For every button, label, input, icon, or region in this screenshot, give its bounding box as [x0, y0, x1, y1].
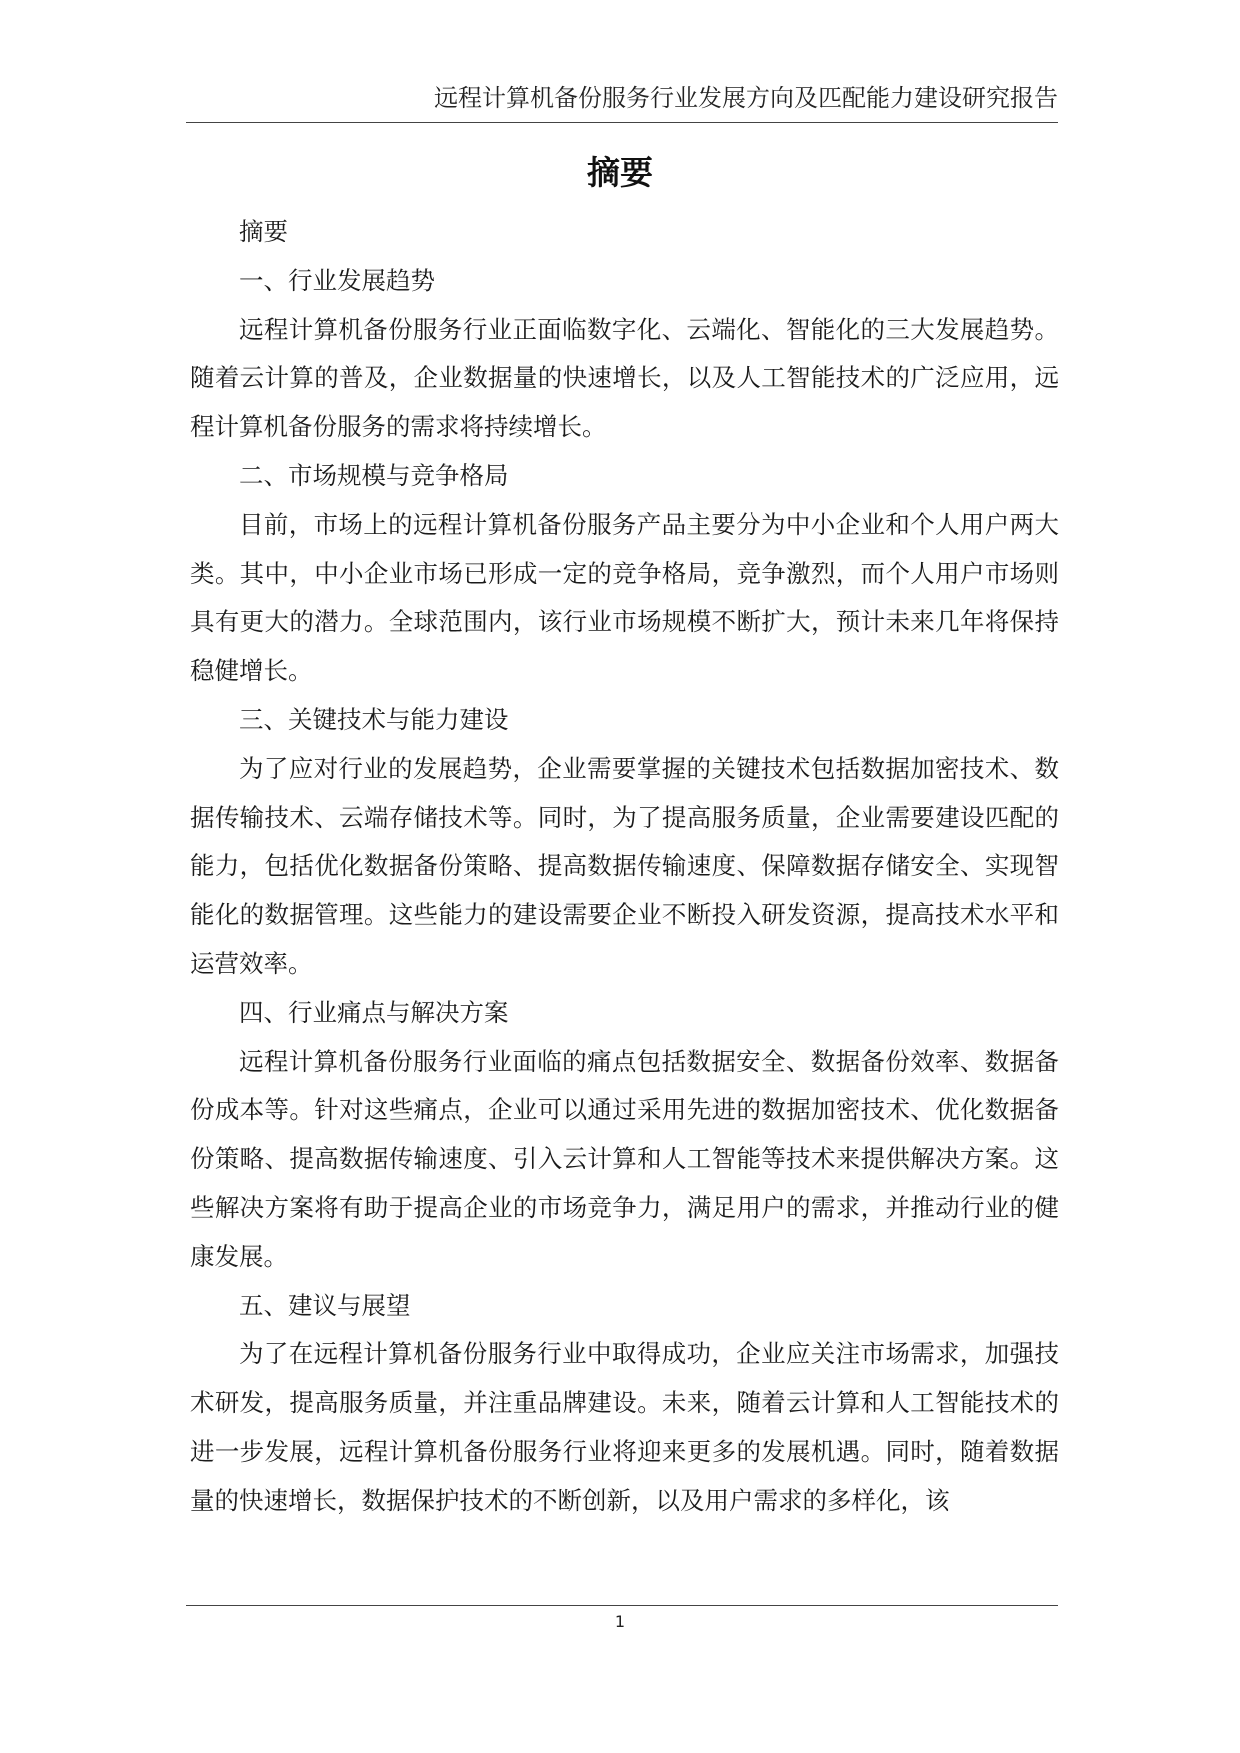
paragraph-technology: 为了应对行业的发展趋势，企业需要掌握的关键技术包括数据加密技术、数据传输技术、云端存储技术等。同时，为了提高服务质量，企业需要建设匹配的能力，包括优化数据备份策略、提高数据传输速度、保障数据存储安全、实现智能化的数据管理。这些能力的建设需要企业不断投入研发资源，提高技术水平和运营效率。	[190, 753, 1059, 978]
page-title: 摘要	[587, 153, 653, 192]
section-heading-pain-points: 四、行业痛点与解决方案	[239, 997, 509, 1027]
section-heading-trends: 一、行业发展趋势	[239, 265, 435, 295]
running-header: 远程计算机备份服务行业发展方向及匹配能力建设研究报告	[434, 84, 1058, 112]
page-number: 1	[614, 1612, 626, 1631]
paragraph-market: 目前，市场上的远程计算机备份服务产品主要分为中小企业和个人用户两大类。其中，中小企业市场已形成一定的竞争格局，竞争激烈，而个人用户市场则具有更大的潜力。全球范围内，该行业市场规模不断扩大，预计未来几年将保持稳健增长。	[190, 509, 1059, 686]
section-heading-outlook: 五、建议与展望	[239, 1290, 411, 1320]
paragraph-pain-points: 远程计算机备份服务行业面临的痛点包括数据安全、数据备份效率、数据备份成本等。针对这些痛点，企业可以通过采用先进的数据加密技术、优化数据备份策略、提高数据传输速度、引入云计算和人工智能等技术来提供解决方案。这些解决方案将有助于提高企业的市场竞争力，满足用户的需求，并推动行业的健康发展。	[190, 1046, 1059, 1271]
paragraph-trends: 远程计算机备份服务行业正面临数字化、云端化、智能化的三大发展趋势。随着云计算的普及，企业数据量的快速增长，以及人工智能技术的广泛应用，远程计算机备份服务的需求将持续增长。	[190, 314, 1059, 442]
paragraph-outlook: 为了在远程计算机备份服务行业中取得成功，企业应关注市场需求，加强技术研发，提高服务质量，并注重品牌建设。未来，随着云计算和人工智能技术的进一步发展，远程计算机备份服务行业将迎来更多的发展机遇。同时，随着数据量的快速增长，数据保护技术的不断创新，以及用户需求的多样化，该	[190, 1339, 1059, 1515]
body-text	[190, 208, 1059, 1526]
paragraph-abstract-label: 摘要	[239, 217, 288, 246]
section-heading-technology: 三、关键技术与能力建设	[239, 704, 509, 734]
section-heading-market: 二、市场规模与竞争格局	[239, 460, 509, 490]
footer-divider	[186, 1605, 1058, 1606]
header-divider	[186, 122, 1058, 123]
